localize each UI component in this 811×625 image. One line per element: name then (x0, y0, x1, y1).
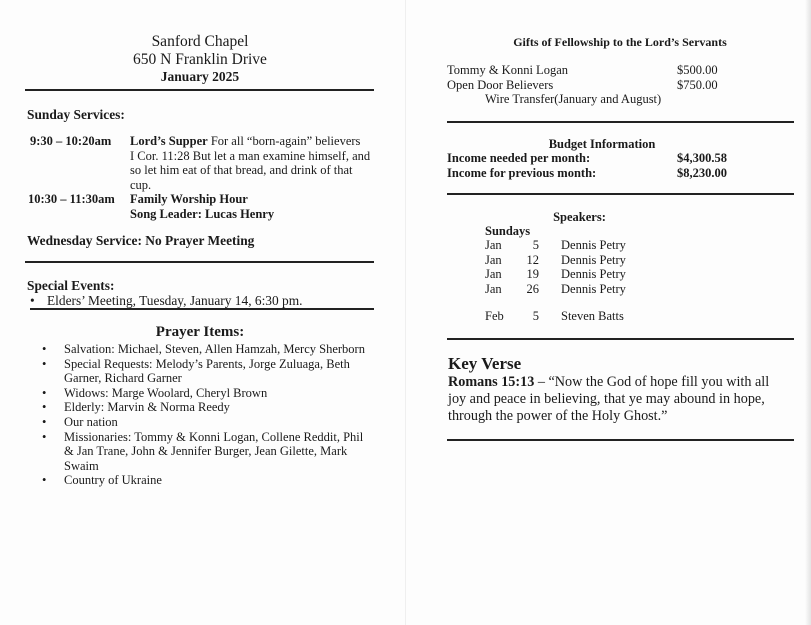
bulletin-date: January 2025 (160, 69, 240, 84)
speaker-name: Dennis Petry (561, 267, 626, 282)
bullet-icon: • (42, 385, 47, 400)
list-item: • Special Requests: Melody’s Parents, Jorge Zuluaga, Beth Garner, Richard Garner (42, 356, 350, 386)
key-verse-text: Romans 15:13 – “Now the God of hope fill you with all joy and peace in believing, that ye may abound in hope, through the power of the Holy Ghost.” (448, 374, 770, 424)
budget-amount: $4,300.58 (677, 151, 727, 165)
bullet-icon: • (42, 400, 47, 415)
service-time: 10:30 – 11:30am (28, 192, 115, 207)
service-title: Lord’s Supper (130, 134, 208, 148)
page-edge-shadow (805, 0, 811, 625)
speakers-heading: Speakers: (553, 210, 606, 224)
divider (30, 308, 374, 310)
budget-amount: $8,230.00 (677, 165, 727, 180)
gifts-list (447, 63, 757, 107)
speaker-name: Steven Batts (561, 309, 624, 324)
sunday-services-heading: Sunday Services: (27, 107, 125, 122)
special-events-list (27, 293, 377, 308)
service-text: so let him eat of that bread, and drink of that (130, 163, 353, 178)
gift-amount: $500.00 (677, 63, 718, 77)
verse-reference: Romans 15:13 (448, 374, 535, 390)
page-fold (405, 0, 406, 625)
gifts-heading: Gifts of Fellowship to the Lord’s Servants (513, 35, 727, 49)
bulletin-header (25, 33, 375, 85)
service-item (30, 134, 390, 192)
budget-row (447, 151, 757, 166)
budget-row (447, 166, 757, 181)
speaker-row: Jan 26 Dennis Petry (485, 281, 626, 296)
divider (447, 193, 794, 195)
sunday-services-list (30, 134, 390, 222)
list-item: • Widows: Marge Woolard, Cheryl Brown (42, 385, 268, 400)
speaker-row: Jan 19 Dennis Petry (485, 267, 626, 282)
gift-row (447, 63, 757, 78)
list-item: • Our nation (42, 414, 118, 429)
wednesday-service: Wednesday Service: No Prayer Meeting (27, 233, 255, 248)
list-item: • Salvation: Michael, Steven, Allen Hamzah, Mercy Sherborn (42, 342, 365, 356)
gift-amount: $750.00 (677, 77, 718, 92)
service-item (28, 192, 390, 221)
service-title: Family Worship Hour (130, 192, 248, 207)
divider (25, 261, 374, 263)
song-leader: Song Leader: Lucas Henry (130, 206, 275, 221)
budget-label: Income needed per month: (447, 151, 591, 165)
divider (25, 89, 374, 91)
service-text: I Cor. 11:28 But let a man examine himself, and (130, 148, 371, 163)
prayer-items-list (30, 342, 390, 488)
service-description (130, 134, 380, 192)
gift-recipient: Tommy & Konni Logan (447, 63, 568, 77)
speakers-subheading: Sundays (485, 224, 531, 238)
bullet-icon: • (42, 356, 47, 371)
speaker-name: Dennis Petry (561, 252, 626, 267)
list-item: • Country of Ukraine (42, 473, 162, 488)
service-text: cup. (130, 177, 152, 192)
bullet-icon: • (30, 293, 35, 308)
speaker-name: Dennis Petry (561, 281, 626, 296)
speaker-row: Feb 5 Steven Batts (485, 309, 624, 324)
service-text: For all “born-again” believers (207, 134, 361, 148)
bullet-icon: • (42, 429, 47, 444)
speaker-name: Dennis Petry (561, 238, 626, 252)
church-name: Sanford Chapel (151, 33, 249, 50)
gift-note: Wire Transfer(January and August) (485, 92, 662, 107)
list-item: • Missionaries: Tommy & Konni Logan, Collene Reddit, Phil & Jan Trane, John & Jennifer Burger, Jean Gilette, Mark Swaim (42, 429, 364, 473)
divider (447, 121, 794, 123)
divider (447, 439, 794, 441)
speaker-row: Jan 12 Dennis Petry (485, 252, 626, 267)
speakers-list (485, 238, 685, 324)
budget-list (447, 151, 757, 180)
list-item: • Elders’ Meeting, Tuesday, January 14, 6:30 pm. (30, 293, 303, 308)
bullet-icon: • (42, 342, 47, 356)
service-description (130, 192, 380, 221)
budget-heading: Budget Information (548, 137, 656, 151)
bullet-icon: • (42, 414, 47, 429)
key-verse-heading: Key Verse (448, 354, 522, 373)
prayer-items-heading: Prayer Items: (155, 324, 245, 340)
divider (447, 338, 794, 340)
church-address: 650 N Franklin Drive (133, 51, 267, 68)
speaker-row: Jan 5 Dennis Petry (485, 238, 626, 252)
service-time: 9:30 – 10:20am (30, 134, 112, 148)
budget-label: Income for previous month: (447, 165, 597, 180)
list-item: • Elderly: Marvin & Norma Reedy (42, 400, 230, 415)
gift-recipient: Open Door Believers (447, 77, 554, 92)
gift-row (447, 78, 757, 93)
special-events-heading: Special Events: (27, 278, 115, 293)
bullet-icon: • (42, 473, 47, 488)
